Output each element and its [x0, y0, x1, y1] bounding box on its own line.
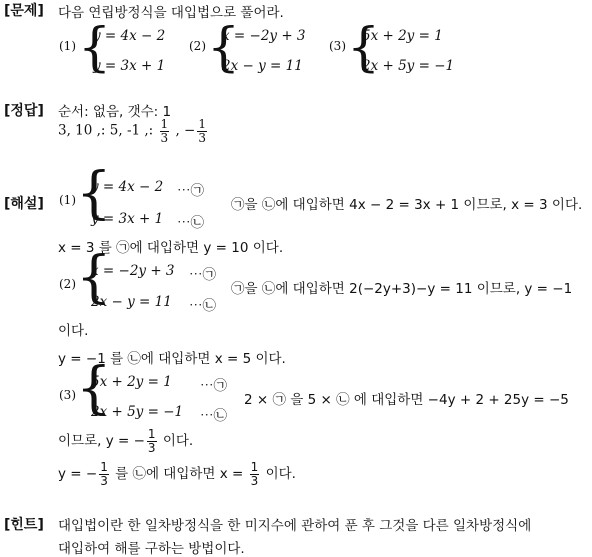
- explanation-tag: [해설]: [4, 196, 44, 212]
- expl-2-eq2: 2x − y = 11: [91, 294, 172, 310]
- expl-3-label: (3): [59, 388, 76, 402]
- expl-1-text: ㉠을 ㉡에 대입하면 4x − 2 = 3x + 1 이므로, x = 3 이다.: [231, 197, 583, 213]
- problem-item-1-label: (1): [59, 39, 76, 53]
- problem-item-2-brace: {: [207, 18, 241, 78]
- answer-line2-prefix: 3, 10 ,: 5, -1 ,:: [58, 122, 158, 139]
- expl-1-eq2: y = 3x + 1: [91, 211, 164, 227]
- problem-item-1-eq2: y = 3x + 1: [93, 58, 166, 74]
- expl-3-line3-frac1: $\frac{1}{3}$: [100, 460, 108, 488]
- expl-1-line2: x = 3 를 ㉠에 대입하면 y = 10 이다.: [58, 240, 284, 256]
- expl-3-eq2: 2x + 5y = −1: [91, 404, 184, 420]
- answer-sep: , −: [171, 122, 196, 139]
- expl-2-line3: y = −1 를 ㉡에 대입하면 x = 5 이다.: [58, 351, 286, 367]
- problem-instruction: 다음 연립방정식을 대입법으로 풀어라.: [58, 5, 284, 21]
- hint-tag: [힌트]: [4, 517, 44, 533]
- answer-frac1: $\frac{1}{3}$: [160, 117, 169, 145]
- problem-item-1-brace: {: [78, 18, 112, 78]
- expl-2-mark2: ⋯㉡: [189, 298, 216, 314]
- problem-item-2-label: (2): [189, 39, 206, 53]
- answer-tag: [정답]: [4, 103, 44, 119]
- answer-line1: 순서: 없음, 갯수: 1: [58, 104, 172, 120]
- hint-line2: 대입하여 해를 구하는 방법이다.: [58, 541, 245, 557]
- expl-1-eq1: y = 4x − 2: [91, 179, 164, 195]
- expl-3-line3: y = − $\frac{1}{3}$ 를 ㉡에 대입하면 x = $\frac{1}{3}$ 이다.: [58, 460, 296, 488]
- problem-item-3-brace: {: [347, 18, 381, 78]
- expl-3-line3-frac2: $\frac{1}{3}$: [250, 460, 259, 488]
- answer-frac2: $\frac{1}{3}$: [198, 117, 206, 145]
- problem-item-2-eq2: 2x − y = 11: [222, 58, 303, 74]
- expl-1-mark2: ⋯㉡: [177, 215, 204, 231]
- problem-item-3-eq1: 5x + 2y = 1: [362, 28, 443, 44]
- expl-2-eq1: x = −2y + 3: [91, 263, 175, 279]
- problem-tag: [문제]: [4, 3, 44, 19]
- problem-item-3-label: (3): [329, 39, 346, 53]
- expl-2-label: (2): [59, 277, 76, 291]
- expl-3-line2-frac: $\frac{1}{3}$: [147, 427, 156, 455]
- expl-3-brace: {: [76, 356, 112, 421]
- expl-2-line2: 이다.: [58, 323, 89, 339]
- expl-2-brace: {: [76, 245, 112, 310]
- expl-2-mark1: ⋯㉠: [189, 267, 216, 283]
- hint-line1: 대입법이란 한 일차방정식을 한 미지수에 관하여 푼 후 그것을 다른 일차방정식에: [58, 518, 532, 534]
- expl-1-brace: {: [76, 161, 112, 226]
- expl-2-text: ㉠을 ㉡에 대입하면 2(−2y+3)−y = 11 이므로, y = −1: [231, 281, 573, 297]
- answer-line2: [58, 118, 209, 144]
- expl-1-label: (1): [59, 193, 76, 207]
- expl-3-text: 2 × ㉠ 을 5 × ㉡ 에 대입하면 −4y + 2 + 25y = −5: [244, 392, 569, 408]
- expl-1-mark1: ⋯㉠: [177, 183, 204, 199]
- expl-3-eq1: 5x + 2y = 1: [91, 374, 172, 390]
- problem-item-1-eq1: y = 4x − 2: [93, 28, 166, 44]
- problem-item-2-eq1: x = −2y + 3: [222, 28, 306, 44]
- expl-3-mark2: ⋯㉡: [200, 408, 227, 424]
- expl-3-line2: 이므로, y = − $\frac{1}{3}$ 이다.: [58, 427, 194, 455]
- problem-item-3-eq2: 2x + 5y = −1: [362, 58, 455, 74]
- expl-3-mark1: ⋯㉠: [200, 378, 227, 394]
